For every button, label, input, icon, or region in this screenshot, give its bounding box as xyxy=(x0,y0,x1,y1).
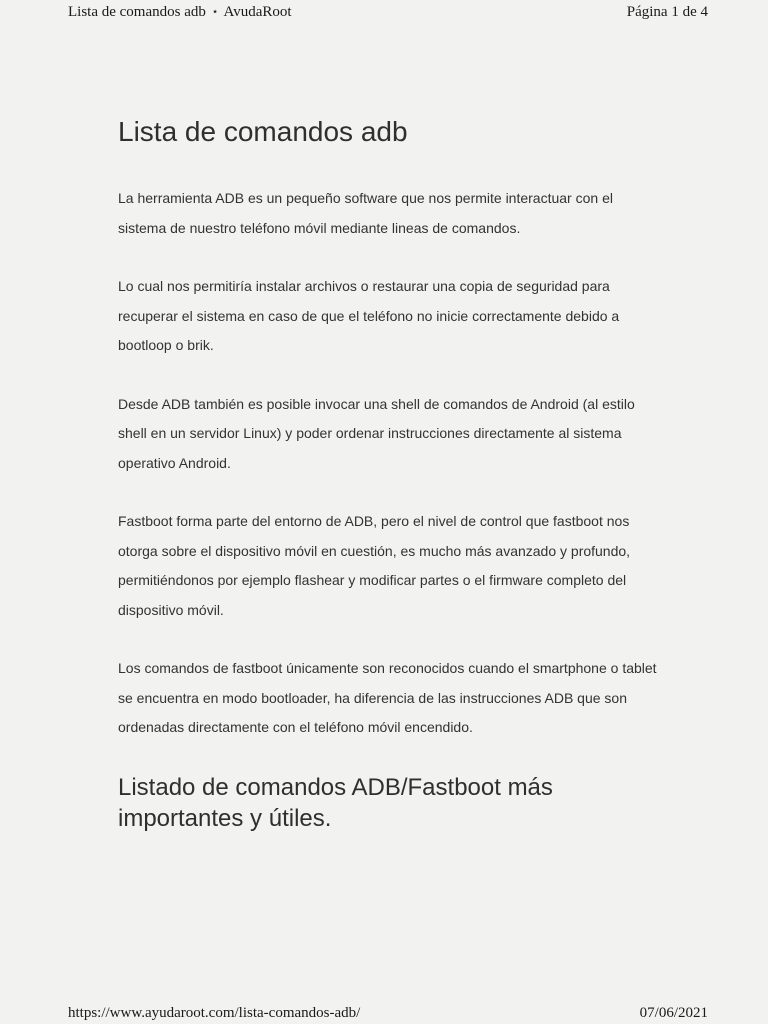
article xyxy=(118,112,658,834)
paragraph-intro: La herramienta ADB es un pequeño software que nos permite interactuar con el sistema de nuestro teléfono móvil mediante lineas de comandos. xyxy=(118,190,613,236)
star-icon: ⋆ xyxy=(211,6,219,18)
header-doc-title: Lista de comandos adb xyxy=(68,4,206,20)
print-footer xyxy=(68,1005,708,1022)
page-title: Lista de comandos adb xyxy=(118,116,408,147)
paragraph-fastboot: Fastboot forma parte del entorno de ADB, pero el nivel de control que fastboot nos otorga sobre el dispositivo móvil en cuestión, es mucho más avanzado y profundo, permitiéndonos por ejemplo flashear y modificar partes o el firmware completo del dispositivo móvil. xyxy=(118,513,631,618)
paragraph-bootloader: Los comandos de fastboot únicamente son reconocidos cuando el smartphone o tablet se encuentra en modo bootloader, ha diferencia de las instrucciones ADB que son ordenadas directamente con el teléfono móvil encendido. xyxy=(118,660,657,735)
paragraph-shell: Desde ADB también es posible invocar una shell de comandos de Android (al estilo shell en un servidor Linux) y poder ordenar instrucciones directamente al sistema operativo Android. xyxy=(118,395,635,471)
footer-url[interactable]: https://www.ayudaroot.com/lista-comandos-adb/ xyxy=(68,1005,361,1021)
header-left xyxy=(68,4,292,21)
section-heading: Listado de comandos ADB/Fastboot más importantes y útiles. xyxy=(118,773,553,832)
header-site-name: AvudaRoot xyxy=(223,4,292,20)
footer-date: 07/06/2021 xyxy=(639,1005,708,1021)
print-header xyxy=(68,4,708,21)
paragraph-restore: Lo cual nos permitiría instalar archivos o restaurar una copia de seguridad para recuperar el sistema en caso de que el teléfono no inicie correctamente debido a bootloop o brik. xyxy=(118,278,620,353)
page-indicator: Página 1 de 4 xyxy=(626,4,708,20)
